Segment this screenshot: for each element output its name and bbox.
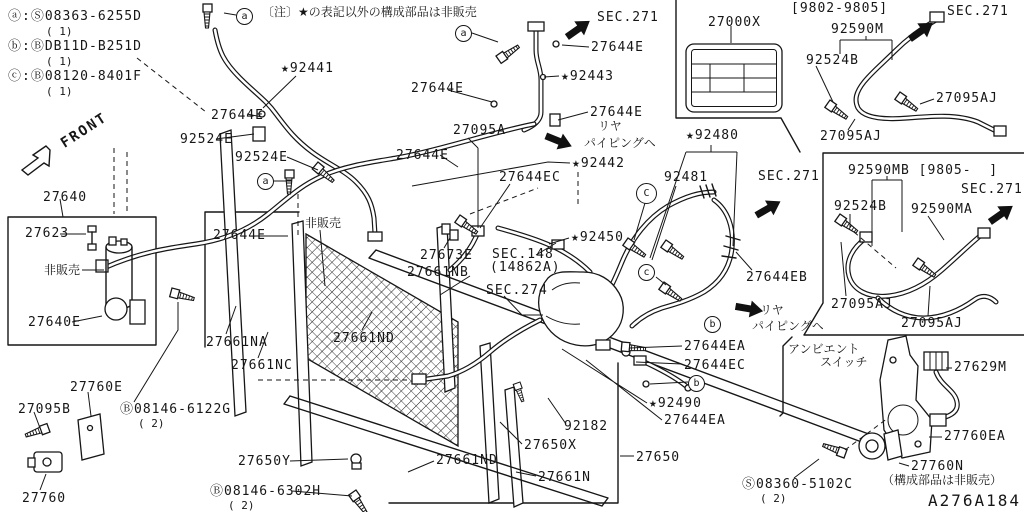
- part-label-27623: 27623: [25, 226, 70, 241]
- group-bolts: [24, 1, 937, 512]
- part-label-27661N: 27661N: [538, 470, 591, 485]
- condenser-inlet-fitting: [368, 232, 382, 241]
- qty-08146-6302H: ( 2): [228, 499, 255, 512]
- ambient-switch-note-2: スイッチ: [820, 355, 868, 369]
- callout-marker-c: C: [636, 183, 657, 204]
- group-label-plate: [686, 44, 782, 112]
- part-label-27661NA: 27661NA: [206, 335, 268, 350]
- section-ref-14862A: (14862A): [490, 260, 561, 275]
- callout-marker-b: b: [688, 375, 705, 392]
- part-label-92182: 92182: [564, 419, 609, 434]
- grommet-base: [352, 463, 361, 469]
- legend-qty-b: ( 1): [46, 55, 73, 68]
- part-label-27760EA: 27760EA: [944, 429, 1006, 444]
- not-sold-note-left: 非販売: [44, 263, 81, 277]
- part-label-92480: ★92480: [686, 128, 739, 143]
- part-label-27644E: 27644E: [396, 148, 449, 163]
- legend-std-b: Ⓑ: [30, 39, 45, 54]
- legend-num-b: DB11D-B251D: [44, 39, 142, 54]
- part-label-92524E: 92524E: [180, 132, 233, 147]
- front-label: FRONT: [58, 109, 111, 152]
- part-label-92481: 92481: [664, 170, 709, 185]
- callout-marker-c: c: [638, 264, 655, 281]
- legend-std-s: Ⓢ: [30, 9, 45, 24]
- part-label-27760N: 27760N: [911, 459, 964, 474]
- part-label-92590MA: 92590MA: [911, 202, 973, 217]
- bracket-hole: [88, 426, 93, 431]
- clamp-ring: [105, 298, 127, 320]
- bracket-hole: [915, 441, 921, 447]
- legend-std-b2: Ⓑ: [30, 69, 45, 84]
- part-label-92441: ★92441: [281, 61, 334, 76]
- section-ref-271: SEC.271: [758, 169, 820, 184]
- legend-row-a: [8, 10, 142, 23]
- component-not-sold-note: （構成部品は非販売）: [882, 473, 1003, 487]
- hose-fitting: [930, 12, 944, 22]
- pipe-fitting: [528, 22, 544, 31]
- part-label-92524B: 92524B: [806, 53, 859, 68]
- part-label-27650X: 27650X: [524, 438, 577, 453]
- legend-key-c: ⓒ: [8, 69, 23, 84]
- part-label-27095A: 27095A: [453, 123, 506, 138]
- connector-plug: [930, 414, 946, 426]
- section-ref-148: SEC.148: [492, 247, 554, 262]
- part-label-92442: ★92442: [572, 156, 625, 171]
- part-label-92443: ★92443: [561, 69, 614, 84]
- legend-num-c: 08120-8401F: [44, 69, 142, 84]
- ambient-switch-note-1: アンビエント: [788, 342, 860, 356]
- part-label-27644E: 27644E: [411, 81, 464, 96]
- legend-qty-c: ( 1): [46, 85, 73, 98]
- part-label-08146-6122G: Ⓑ08146-6122G: [120, 402, 232, 417]
- legend-key-a: ⓐ: [8, 9, 23, 24]
- part-label-27650Y: 27650Y: [238, 454, 291, 469]
- part-label-92590M: 92590M: [831, 22, 884, 37]
- section-ref-271: SEC.271: [961, 182, 1023, 197]
- fitting-block: [634, 356, 646, 365]
- note-text: 〔注〕★の表記以外の構成部品は非販売: [262, 5, 477, 19]
- part-label-27650: 27650: [636, 450, 681, 465]
- callout-marker-a: a: [236, 8, 253, 25]
- sec271-arrow-right: [985, 199, 1018, 229]
- sec271-arrow-mid: [752, 194, 785, 223]
- callout-marker-b: b: [704, 316, 721, 333]
- diagram-id: A276A184: [928, 491, 1022, 510]
- legend-row-c: [8, 70, 142, 83]
- group-receiver-drier: [88, 226, 145, 324]
- thermo-flange: [884, 430, 902, 460]
- compressor: [539, 272, 624, 346]
- bracket-27673e-2: [450, 230, 458, 240]
- part-label-27760: 27760: [22, 491, 67, 506]
- legend-key-b: ⓑ: [8, 39, 23, 54]
- group-ambient-sensor-front: [28, 414, 104, 472]
- valve-27623: [88, 226, 96, 232]
- group-ambient-switch: [859, 336, 948, 460]
- legend-num-a: 08363-6255D: [44, 9, 142, 24]
- section-ref-271: SEC.271: [597, 10, 659, 25]
- part-label-27644EA: 27644EA: [684, 339, 746, 354]
- hose-fitting: [994, 126, 1006, 136]
- hose-end-fitting: [412, 374, 426, 384]
- rear-piping-note-1b: パイピングヘ: [584, 136, 656, 150]
- part-label-27661ND: 27661ND: [436, 453, 498, 468]
- sec271-arrow-top: [562, 14, 595, 44]
- side-seal-27650x: [480, 343, 499, 503]
- valve-base: [88, 244, 96, 250]
- clamp-92524e: [253, 127, 265, 141]
- part-label-27640E: 27640E: [28, 315, 81, 330]
- callout-marker-a: a: [455, 25, 472, 42]
- part-label-27095AJ: 27095AJ: [820, 129, 882, 144]
- rear-piping-note-1a: リヤ: [598, 119, 622, 133]
- part-label-08146-6302H: Ⓑ08146-6302H: [210, 484, 322, 499]
- part-label-27661ND: 27661ND: [333, 331, 395, 346]
- discharge-fitting: [596, 340, 610, 350]
- section-ref-274: SEC.274: [486, 283, 548, 298]
- part-label-27095AJ: 27095AJ: [901, 316, 963, 331]
- clamp-bracket: [130, 300, 145, 324]
- part-label-92524B: 92524B: [834, 199, 887, 214]
- bracket-hole: [890, 357, 896, 363]
- part-label-92490: ★92490: [649, 396, 702, 411]
- part-label-27644E: 27644E: [213, 228, 266, 243]
- legend-row-b: [8, 40, 142, 53]
- o-ring: [643, 381, 649, 387]
- rear-piping-arrow-1: [543, 128, 575, 154]
- side-seal-left: [220, 130, 246, 416]
- part-label-27760E: 27760E: [70, 380, 123, 395]
- legend-sep: :: [22, 39, 31, 54]
- not-sold-note-center: 非販売: [305, 216, 342, 230]
- bracket-27760e: [78, 414, 104, 460]
- part-label-27644E: 27644E: [590, 105, 643, 120]
- drier-port: [109, 237, 116, 245]
- rear-piping-note-2b: パイピングヘ: [752, 319, 824, 333]
- qty-08146-6122G: ( 2): [138, 417, 165, 430]
- legend-sep: :: [22, 69, 31, 84]
- qty-08360-5102C: ( 2): [760, 492, 787, 505]
- side-seal-27661n: [505, 387, 523, 507]
- part-label-27644EA: 27644EA: [664, 413, 726, 428]
- thermo-switch-face: [866, 440, 878, 452]
- bracket-27673e: [442, 224, 450, 234]
- front-arrow: [22, 146, 50, 175]
- part-label-27095AJ: 27095AJ: [936, 91, 998, 106]
- part-label-27095B: 27095B: [18, 402, 71, 417]
- part-label-27673E: 27673E: [420, 248, 473, 263]
- part-label-27644EC: 27644EC: [684, 358, 746, 373]
- part-label-27644E: 27644E: [591, 40, 644, 55]
- part-label-27640: 27640: [43, 190, 88, 205]
- hose-fitting: [860, 232, 872, 242]
- sensor-face: [43, 458, 51, 466]
- part-label-27644EB: 27644EB: [746, 270, 808, 285]
- drier-port2: [121, 239, 127, 245]
- part-label-27644E: 27644E: [211, 108, 264, 123]
- section-ref-271: SEC.271: [947, 4, 1009, 19]
- date-range-9802-9805: [9802-9805]: [791, 1, 889, 16]
- pipe-end-ribs: [700, 184, 716, 198]
- hose-fitting: [978, 228, 990, 238]
- o-ring: [553, 41, 559, 47]
- part-label-27095AJ: 27095AJ: [831, 297, 893, 312]
- part-label-27629M: 27629M: [954, 360, 1007, 375]
- part-label-92450: ★92450: [571, 230, 624, 245]
- legend-qty-a: ( 1): [46, 25, 73, 38]
- part-label-27661NB: 27661NB: [407, 265, 469, 280]
- part-label-08360-5102C: Ⓢ08360-5102C: [742, 477, 854, 492]
- part-label-27000X: 27000X: [708, 15, 761, 30]
- legend-sep: :: [22, 9, 31, 24]
- callout-marker-a: a: [257, 173, 274, 190]
- part-label-92590MB: 92590MB [9805- ]: [848, 163, 999, 178]
- part-label-27644EC: 27644EC: [499, 170, 561, 185]
- part-label-92524E: 92524E: [235, 150, 288, 165]
- rear-piping-note-2a: リヤ: [760, 303, 784, 317]
- part-label-27661NC: 27661NC: [231, 358, 293, 373]
- sensor-connector: [28, 458, 35, 467]
